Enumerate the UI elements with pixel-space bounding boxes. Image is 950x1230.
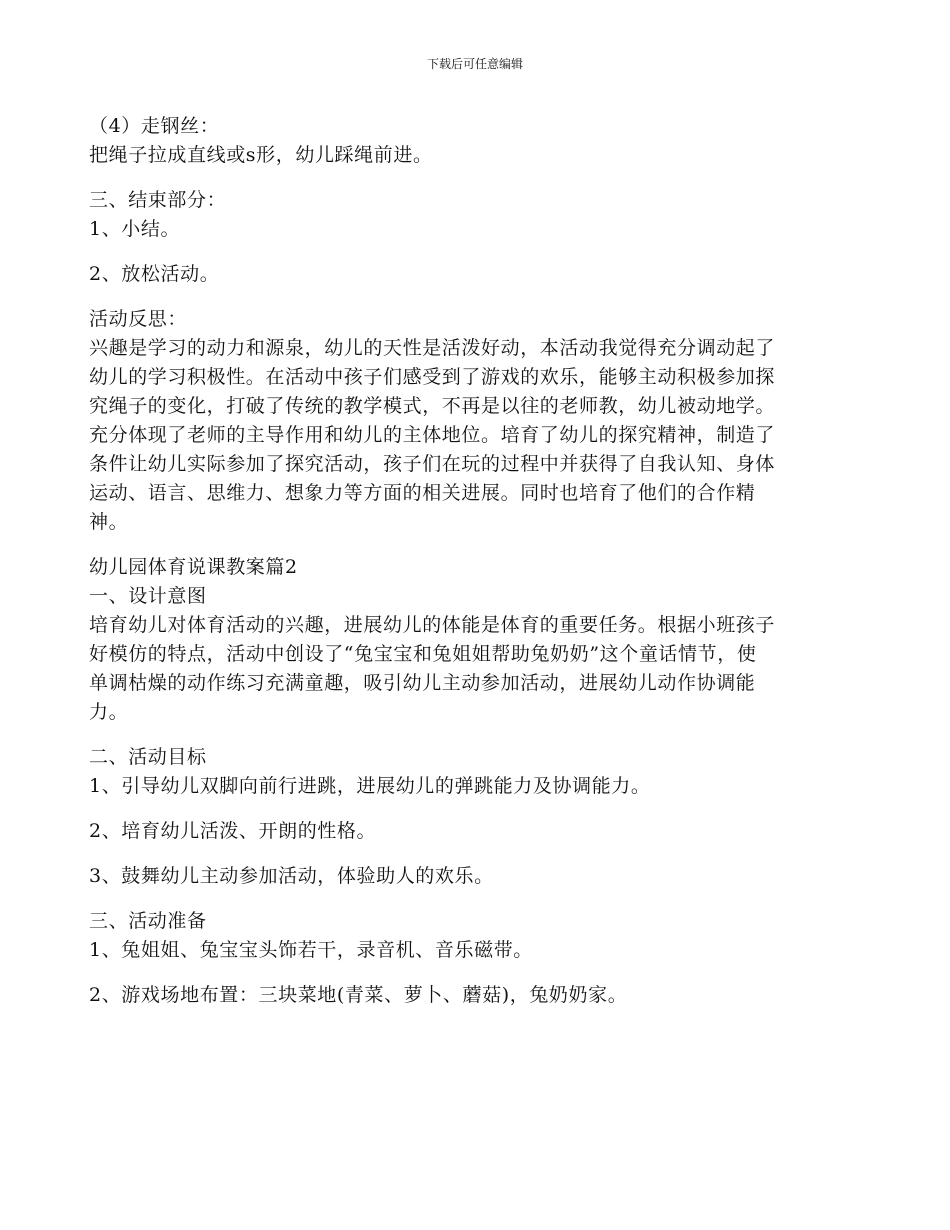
text-line: 运动、语言、思维力、想象力等方面的相关进展。同时也培育了他们的合作精 [89,482,756,504]
paragraph-activity-goals [89,743,859,801]
paragraph-relax [89,260,859,289]
paragraph-venue-layout [89,981,859,1010]
text-line: （4）走钢丝： [89,115,220,137]
text-line: 好模仿的特点，活动中创设了“兔宝宝和兔姐姐帮助兔奶奶”这个童话情节，使 [89,643,757,665]
paragraph-activity-prep [89,907,859,965]
text-line: 究绳子的变化，打破了传统的教学模式，不再是以往的老师教，幼儿被动地学。 [89,395,776,417]
text-line: 神。 [89,511,129,533]
text-line: 2、放松活动。 [89,263,220,285]
section-heading: 二、活动目标 [89,746,207,768]
paragraph-walk-tightrope [89,112,859,170]
section-heading: 三、活动准备 [89,910,207,932]
paragraph-lesson-2-intent [89,553,859,727]
text-line: 培育幼儿对体育活动的兴趣，进展幼儿的体能是体育的重要任务。根据小班孩子 [89,614,776,636]
document-body [89,112,859,1026]
paragraph-goal-3 [89,862,859,891]
text-line: 3、鼓舞幼儿主动参加活动，体验助人的欢乐。 [89,865,494,887]
section-heading: 活动反思： [89,308,188,330]
text-line: 把绳子拉成直线或s形，幼儿踩绳前进。 [89,144,433,166]
text-line: 1、小结。 [89,218,181,240]
section-heading: 三、结束部分： [89,189,227,211]
text-line: 幼儿的学习积极性。在活动中孩子们感受到了游戏的欢乐，能够主动积极参加探 [89,366,776,388]
paragraph-goal-2 [89,817,859,846]
page-header: 下载后可任意编辑 [426,57,523,71]
text-line: 兴趣是学习的动力和源泉，幼儿的天性是活泼好动，本活动我觉得充分调动起了 [89,337,776,359]
document-title: 幼儿园体育说课教案篇2 [89,556,298,578]
text-line: 1、兔姐姐、兔宝宝头饰若干，录音机、音乐磁带。 [89,939,533,961]
text-line: 2、游戏场地布置：三块菜地(青菜、萝卜、蘑菇)，兔奶奶家。 [89,984,628,1006]
section-heading: 一、设计意图 [89,585,207,607]
text-line: 1、引导幼儿双脚向前行进跳，进展幼儿的弹跳能力及协调能力。 [89,775,651,797]
text-line: 2、培育幼儿活泼、开朗的性格。 [89,820,377,842]
paragraph-reflection [89,305,859,537]
text-line: 单调枯燥的动作练习充满童趣，吸引幼儿主动参加活动，进展幼儿动作协调能 [89,672,756,694]
text-line: 力。 [89,701,129,723]
paragraph-closing-section [89,186,859,244]
text-line: 条件让幼儿实际参加了探究活动，孩子们在玩的过程中并获得了自我认知、身体 [89,453,776,475]
text-line: 充分体现了老师的主导作用和幼儿的主体地位。培育了幼儿的探究精神，制造了 [89,424,776,446]
